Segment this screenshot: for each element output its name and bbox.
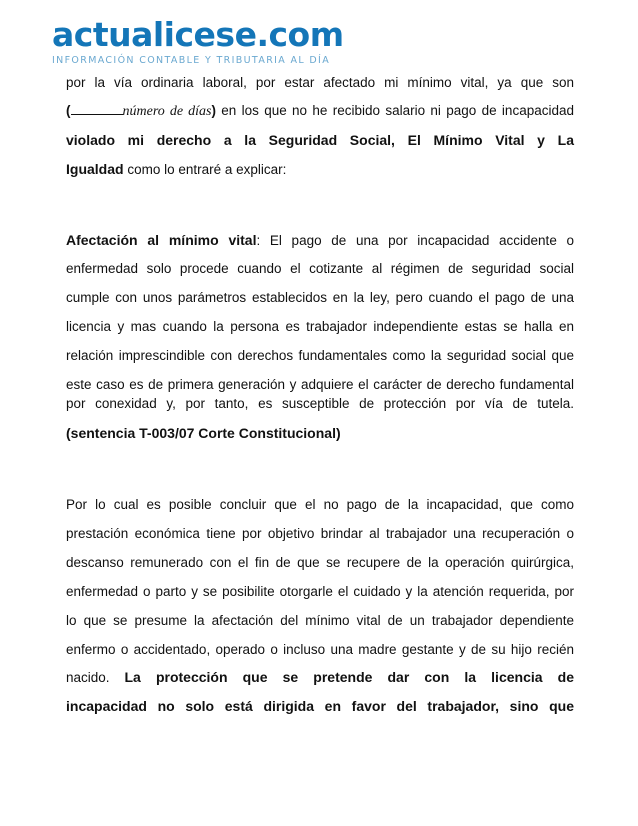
p2-line-4: licencia y mas cuando la persona es trabajador independiente estas se halla en (66, 319, 574, 334)
p2-heading: Afectación al mínimo vital (66, 232, 257, 248)
p2-line-7: por conexidad y, por tanto, es susceptible de protección por vía de tutela. (66, 396, 574, 411)
blank-close: ) (211, 103, 216, 118)
p3-line-3: descanso remunerado con el fin de que se recupere de la operación quirúrgica, (66, 555, 574, 570)
p3-line-7 (66, 667, 574, 687)
logo-text: actualicese.com (52, 15, 344, 54)
p1-line-2-rest: en los que no he recibido salario ni pago de incapacidad (215, 103, 574, 118)
site-logo (52, 15, 344, 66)
p2-line-1 (66, 230, 574, 250)
p1-line-4-rest: como lo entraré a explicar: (123, 162, 287, 177)
p3-line-4: enfermedad o parto y se posibilite otorgarle el cuidado y la atención requerida, por (66, 584, 574, 599)
p2-line-5: relación imprescindible con derechos fundamentales como la seguridad social que (66, 348, 574, 363)
p1-line-4 (66, 159, 574, 179)
blank-open: ( (66, 103, 71, 118)
p1-line-2 (66, 101, 574, 121)
p2-line-2: enfermedad solo procede cuando el cotizante al régimen de seguridad social (66, 261, 574, 276)
p3-line-5: lo que se presume la afectación del mínimo vital de un trabajador dependiente (66, 613, 574, 628)
p1-line-3: violado mi derecho a la Seguridad Social, El Mínimo Vital y La (66, 132, 574, 148)
p1-line-4-bold: Igualdad (66, 161, 124, 177)
p3-line-7-start: nacido. (66, 670, 125, 685)
days-placeholder: número de días (122, 104, 212, 119)
logo-tagline: INFORMACIÓN CONTABLE Y TRIBUTARIA AL DÍA (52, 55, 331, 66)
p2-line-6: este caso es de primera generación y adquiere el carácter de derecho fundamental (66, 377, 574, 392)
p2-line-1-rest: : El pago de una por incapacidad accidente o (256, 233, 574, 248)
p3-line-6: enfermo o accidentado, operado o incluso una madre gestante y de su hijo recién (66, 642, 574, 657)
blank-fill-line (71, 102, 123, 115)
p2-citation: (sentencia T-003/07 Corte Constitucional) (66, 425, 341, 441)
p1-line-1: por la vía ordinaria laboral, por estar afectado mi mínimo vital, ya que son (66, 75, 574, 90)
p2-line-3: cumple con unos parámetros establecidos en la ley, pero cuando el pago de una (66, 290, 574, 305)
p3-line-2: prestación económica tiene por objetivo brindar al trabajador una recuperación o (66, 526, 574, 541)
p3-line-1: Por lo cual es posible concluir que el no pago de la incapacidad, que como (66, 497, 574, 512)
p3-line-7-bold: La protección que se pretende dar con la licencia de (124, 669, 574, 685)
p3-line-8: incapacidad no solo está dirigida en favor del trabajador, sino que (66, 698, 574, 714)
